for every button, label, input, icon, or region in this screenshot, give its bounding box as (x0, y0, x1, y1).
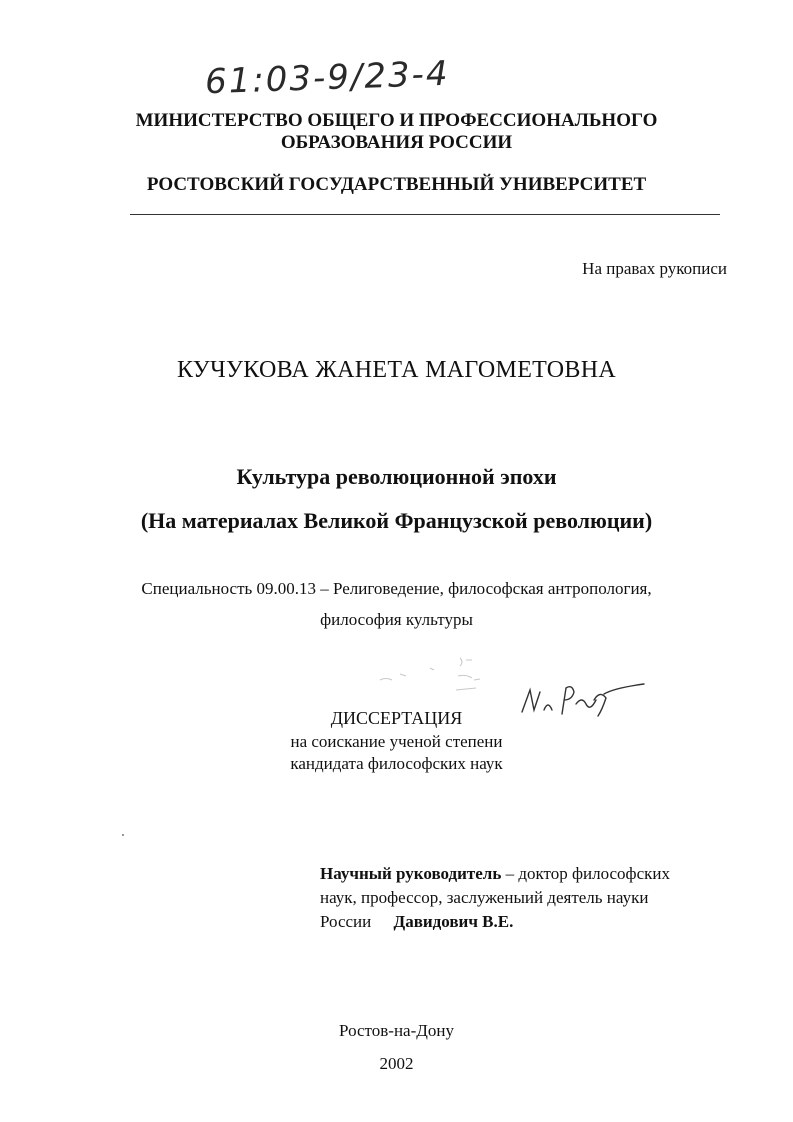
dissertation-title-line-1: Культура революционной эпохи (236, 464, 557, 489)
university-name: РОСТОВСКИЙ ГОСУДАРСТВЕННЫЙ УНИВЕРСИТЕТ (146, 174, 647, 195)
advisor-block (320, 862, 670, 934)
dissertation-label: ДИССЕРТАЦИЯ (330, 708, 463, 728)
header-divider (130, 214, 720, 215)
year: 2002 (379, 1054, 414, 1073)
advisor-degree: – доктор философских (501, 864, 670, 883)
dissertation-field-line: кандидата философских наук (290, 754, 503, 773)
city: Ростов-на-Дону (339, 1021, 454, 1040)
dissertation-degree-line: на соискание ученой степени (290, 732, 503, 751)
advisor-label: Научный руководитель (320, 864, 502, 883)
rights-note: На правах рукописи (582, 259, 727, 278)
ministry-line-1: МИНИСТЕРСТВО ОБЩЕГО И ПРОФЕССИОНАЛЬНОГО (135, 110, 658, 131)
advisor-name: Давидович В.Е. (393, 912, 514, 931)
ministry-line-2: ОБРАЗОВАНИЯ РОССИИ (280, 132, 513, 153)
advisor-line-2: наук, профессор, заслуженыий деятель науки (320, 888, 649, 907)
handwritten-archive-code: 61:03-9/23-4 (204, 53, 451, 103)
advisor-line-3 (320, 910, 670, 934)
author-name: КУЧУКОВА ЖАНЕТА МАГОМЕТОВНА (176, 357, 617, 383)
dissertation-title-line-2: (На материалах Великой Французской революции) (140, 508, 653, 533)
advisor-country: России (320, 912, 372, 931)
specialty-line-2: философия культуры (320, 610, 473, 629)
scan-speck (122, 834, 124, 836)
advisor-line-1 (320, 862, 670, 886)
specialty-line-1: Специальность 09.00.13 – Религоведение, философская антропология, (141, 579, 652, 598)
faint-stamp (370, 650, 500, 700)
